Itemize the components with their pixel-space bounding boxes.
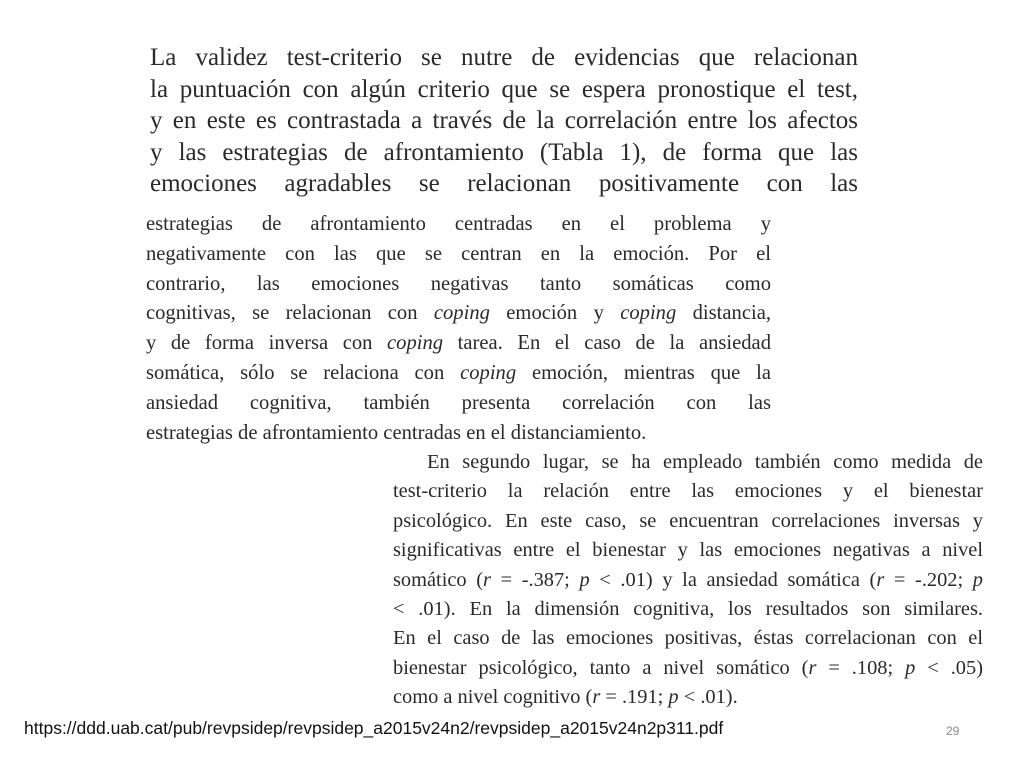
italic-term: coping: [433, 302, 490, 325]
paragraph-wellbeing-correlations: [393, 448, 983, 713]
text-line: psicológico. En este caso, se encuentran correlaciones inversas y: [393, 509, 983, 532]
text-line: La validez test-criterio se nutre de evidencias que relacionan: [150, 44, 858, 71]
text-line: y las estrategias de afrontamiento (Tabla 1), de forma que las: [150, 138, 858, 166]
italic-term: coping: [387, 332, 444, 355]
text-line: y en este es contrastada a través de la correlación entre los afectos: [150, 107, 858, 135]
stat-symbol: p: [579, 568, 590, 591]
stat-symbol: r: [483, 568, 491, 591]
text-line: contrario, las emociones negativas tanto somáticas como: [146, 272, 771, 295]
stat-symbol: r: [592, 686, 601, 709]
text-line: bienestar psicológico, tanto a nivel somático (r = .108; p < .05): [393, 656, 983, 679]
text-line: test-criterio la relación entre las emociones y el bienestar: [393, 480, 983, 503]
text-line: somática, sólo se relaciona con coping emoción, mientras que la: [146, 361, 771, 384]
text-line: somático (r = -.387; p < .01) y la ansiedad somática (r = -.202; p: [393, 568, 983, 591]
text-line: En el caso de las emociones positivas, éstas correlacionan con el: [393, 627, 983, 650]
stat-symbol: p: [972, 568, 983, 591]
stat-symbol: p: [905, 656, 916, 679]
italic-term: coping: [460, 361, 517, 384]
text-line: como a nivel cognitivo (r = .191; p < .01).: [393, 686, 738, 709]
text-line: En segundo lugar, se ha empleado también como medida de: [427, 451, 983, 473]
text-line: negativamente con las que se centran en la emoción. Por el: [146, 242, 771, 265]
stat-symbol: r: [808, 656, 817, 679]
paragraph-coping-strategies: [146, 210, 771, 448]
text-line: ansiedad cognitiva, también presenta correlación con las: [146, 391, 771, 414]
page-number: 29: [946, 724, 960, 738]
text-line: estrategias de afrontamiento centradas en el problema y: [146, 213, 771, 235]
paragraph-validity-intro: [150, 42, 858, 200]
source-url[interactable]: https://ddd.uab.cat/pub/revpsidep/revpsidep_a2015v24n2/revpsidep_a2015v24n2p311.pdf: [24, 718, 724, 738]
text-line: < .01). En la dimensión cognitiva, los resultados son similares.: [393, 598, 983, 621]
text-line: significativas entre el bienestar y las emociones negativas a nivel: [393, 539, 983, 562]
text-line: y de forma inversa con coping tarea. En el caso de la ansiedad: [146, 332, 771, 355]
text-line: la puntuación con algún criterio que se espera pronostique el test,: [150, 75, 858, 103]
italic-term: coping: [620, 302, 677, 325]
text-line: estrategias de afrontamiento centradas en el distanciamiento.: [146, 421, 647, 444]
stat-symbol: p: [668, 686, 679, 709]
stat-symbol: r: [876, 568, 885, 591]
text-line: cognitivas, se relacionan con coping emoción y coping distancia,: [146, 302, 771, 325]
text-line: emociones agradables se relacionan positivamente con las: [150, 170, 858, 198]
